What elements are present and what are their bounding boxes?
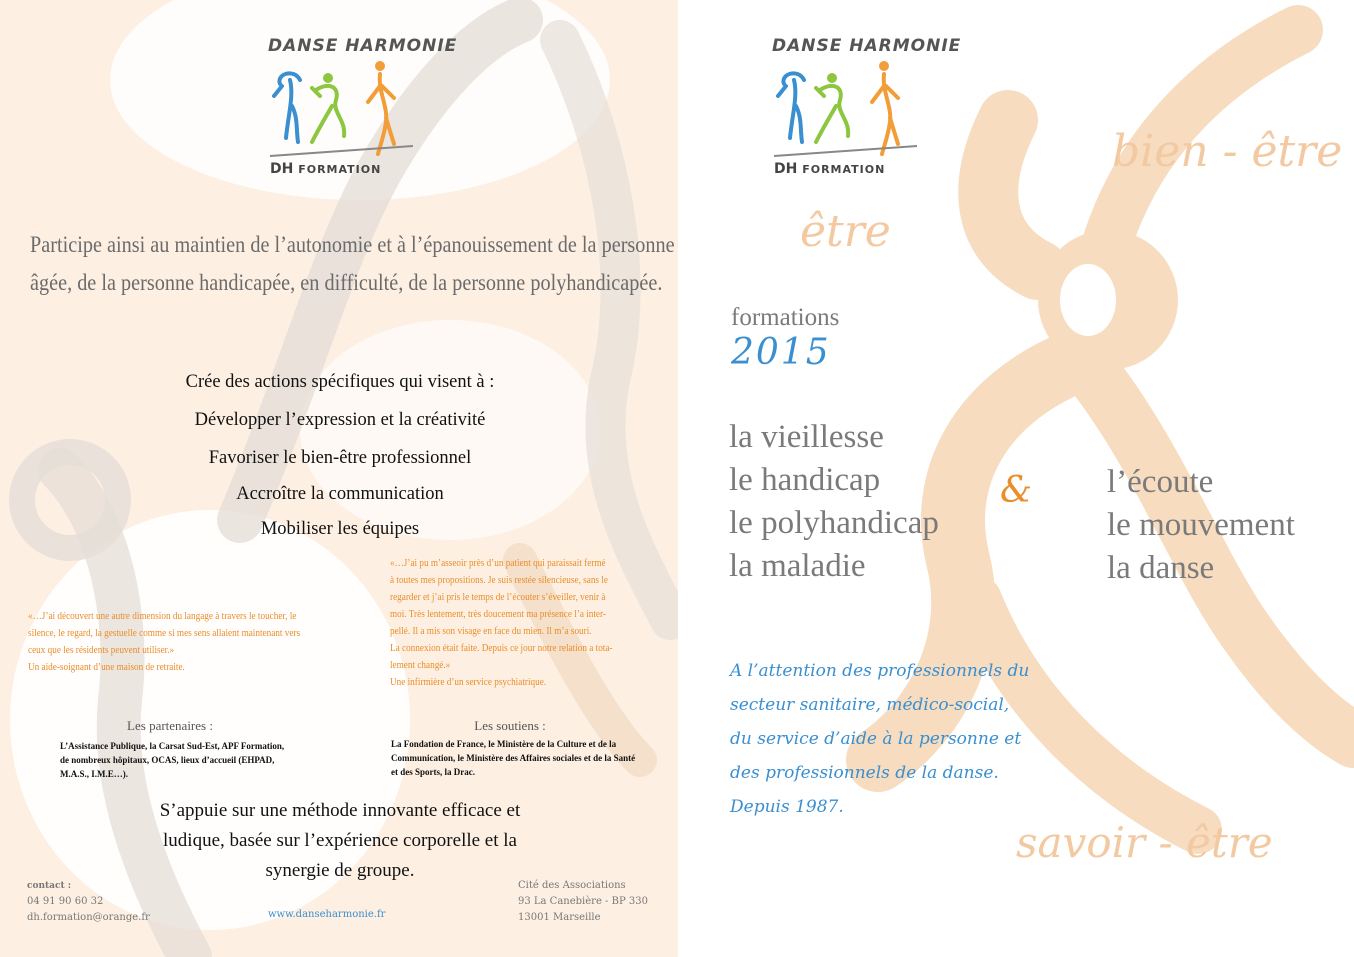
dancers-icon [268,56,428,161]
intro-text [30,226,675,302]
logo [268,36,457,177]
theme-item: la danse [1107,550,1215,586]
theme-item: la vieillesse [729,419,884,455]
quote-line: «…J’ai pu m’asseoir près d’un patient qui paraissait fermé [390,558,606,569]
etre-heading: être [800,206,891,257]
ampersand: & [1000,470,1033,511]
theme-item: le mouvement [1107,507,1295,543]
partners-text: L’Assistance Publique, la Carsat Sud-Est, APF Formation, de nombreux hôpitaux, OCAS, lieux d’accueil (EHPAD, M.A.S., I.M.E…). [60,741,285,779]
quote-line: lement changé.» [390,660,451,671]
contact-phone[interactable]: 04 91 90 60 32 [27,896,104,907]
logo [772,36,961,177]
action-item: Accroître la communication [236,484,444,504]
quote-caregiver [28,608,332,676]
theme-item: le handicap [729,462,881,498]
intro-line: Participe ainsi au maintien de l’autonomie et à l’épanouissement de la personne [30,232,675,257]
bien-etre-heading: bien - être [1112,126,1343,177]
quote-line: Une infirmière d’un service psychiatrique. [390,677,547,688]
logo-title: DANSE HARMONIE [772,36,962,56]
quote-line: Un aide-soignant d’une maison de retraite. [28,662,185,673]
quote-line: «…J’ai découvert une autre dimension du langage à travers le toucher, le [28,611,297,622]
supports-title: Les soutiens : [474,718,546,733]
contact-email[interactable]: dh.formation@orange.fr [27,912,150,923]
dancers-icon [772,56,932,161]
website-link[interactable]: www.danseharmonie.fr [268,909,386,920]
right-panel [678,0,1354,957]
theme-item: le polyhandicap [729,505,939,541]
quote-line: à toutes mes propositions. Je suis restée silencieuse, sans le [390,575,608,586]
actions-block [140,372,540,554]
logo-sub-main: DH [774,161,798,177]
method-statement: S’appuie sur une méthode innovante efficace et ludique, basée sur l’expérience corporelle et la synergie de groupe. [159,800,521,881]
address-block: Cité des Associations 93 La Canebière - BP 330 13001 Marseille [518,880,648,923]
quote-nurse [390,555,629,691]
quote-line: silence, le regard, la gestuelle comme si mes sens allaient maintenant vers [28,628,301,639]
audience-statement: A l’attention des professionnels du secteur sanitaire, médico-social, du service d’aide à la personne et des professionnels de la danse. Depuis 1987. [730,661,1030,817]
logo-sub-small: FORMATION [298,163,382,176]
theme-item: la maladie [729,548,866,584]
partners-title: Les partenaires : [127,718,213,733]
quote-line: La connexion était faite. Depuis ce jour notre relation a tota- [390,643,613,654]
formations-label: formations [731,304,840,331]
savoir-etre-heading: savoir - être [1016,818,1273,867]
actions-heading: Crée des actions spécifiques qui visent à : [185,372,495,392]
quote-line: ceux que les résidents peuvent utiliser.» [28,645,175,656]
contact-block [27,878,150,926]
logo-title: DANSE HARMONIE [268,36,458,56]
supports-text: La Fondation de France, le Ministère de la Culture et de la Communication, le Ministère des Affaires sociales et de la Santé et des Sports, la Drac. [391,739,636,777]
year-label: 2015 [731,332,831,373]
themes-left [729,416,939,588]
quote-line: moi. Très lentement, très doucement ma présence l’a inter- [390,609,606,620]
intro-line: âgée, de la personne handicapée, en difficulté, de la personne polyhandicapée. [30,270,663,295]
action-item: Favoriser le bien-être professionnel [208,448,472,468]
quote-line: pellé. Il a mis son visage en face du mien. Il m’a souri. [390,626,592,637]
theme-item: l’écoute [1107,464,1214,500]
contact-label: contact : [27,881,72,891]
action-item: Mobiliser les équipes [260,519,420,539]
logo-sub-main: DH [270,161,294,177]
action-item: Développer l’expression et la créativité [194,410,486,430]
quote-line: regarder et j’ai pris le temps de l’écouter s’éveiller, venir à [390,592,606,603]
logo-sub-small: FORMATION [802,163,886,176]
themes-right [1107,461,1295,590]
